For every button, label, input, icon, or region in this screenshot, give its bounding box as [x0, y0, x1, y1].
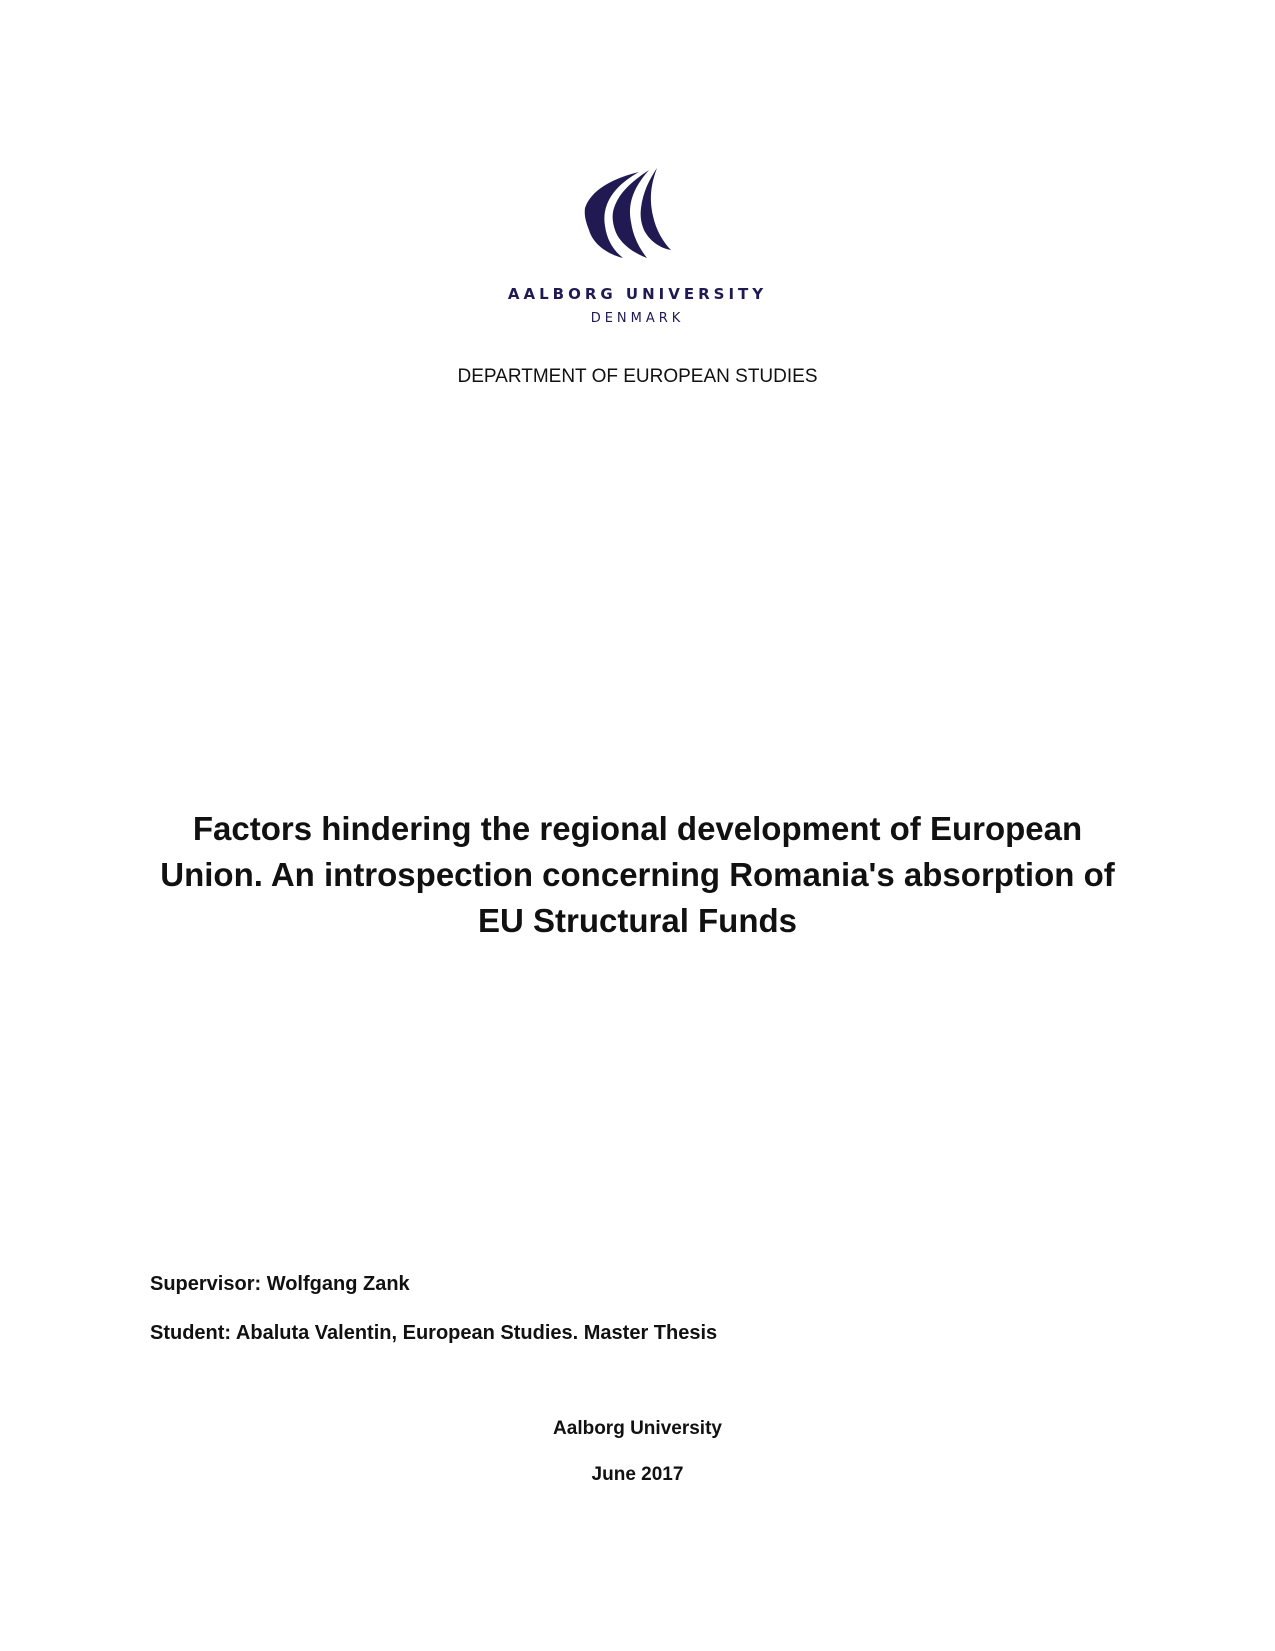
supervisor-line: Supervisor: Wolfgang Zank — [150, 1273, 410, 1295]
department-heading: DEPARTMENT OF EUROPEAN STUDIES — [457, 366, 818, 387]
thesis-title — [140, 806, 1135, 944]
aalborg-university-logo-icon — [583, 168, 673, 260]
student-line: Student: Abaluta Valentin, European Studies. Master Thesis — [150, 1322, 718, 1344]
thesis-title-line-3: EU Structural Funds — [477, 902, 798, 939]
logo-university-name: AALBORG UNIVERSITY — [507, 285, 768, 303]
thesis-title-line-1: Factors hindering the regional development of European — [192, 810, 1083, 847]
university-name: Aalborg University — [553, 1418, 722, 1439]
logo-country: DENMARK — [590, 311, 685, 326]
thesis-title-line-2: Union. An introspection concerning Romania's absorption of — [160, 856, 1115, 893]
submission-date: June 2017 — [591, 1464, 684, 1485]
